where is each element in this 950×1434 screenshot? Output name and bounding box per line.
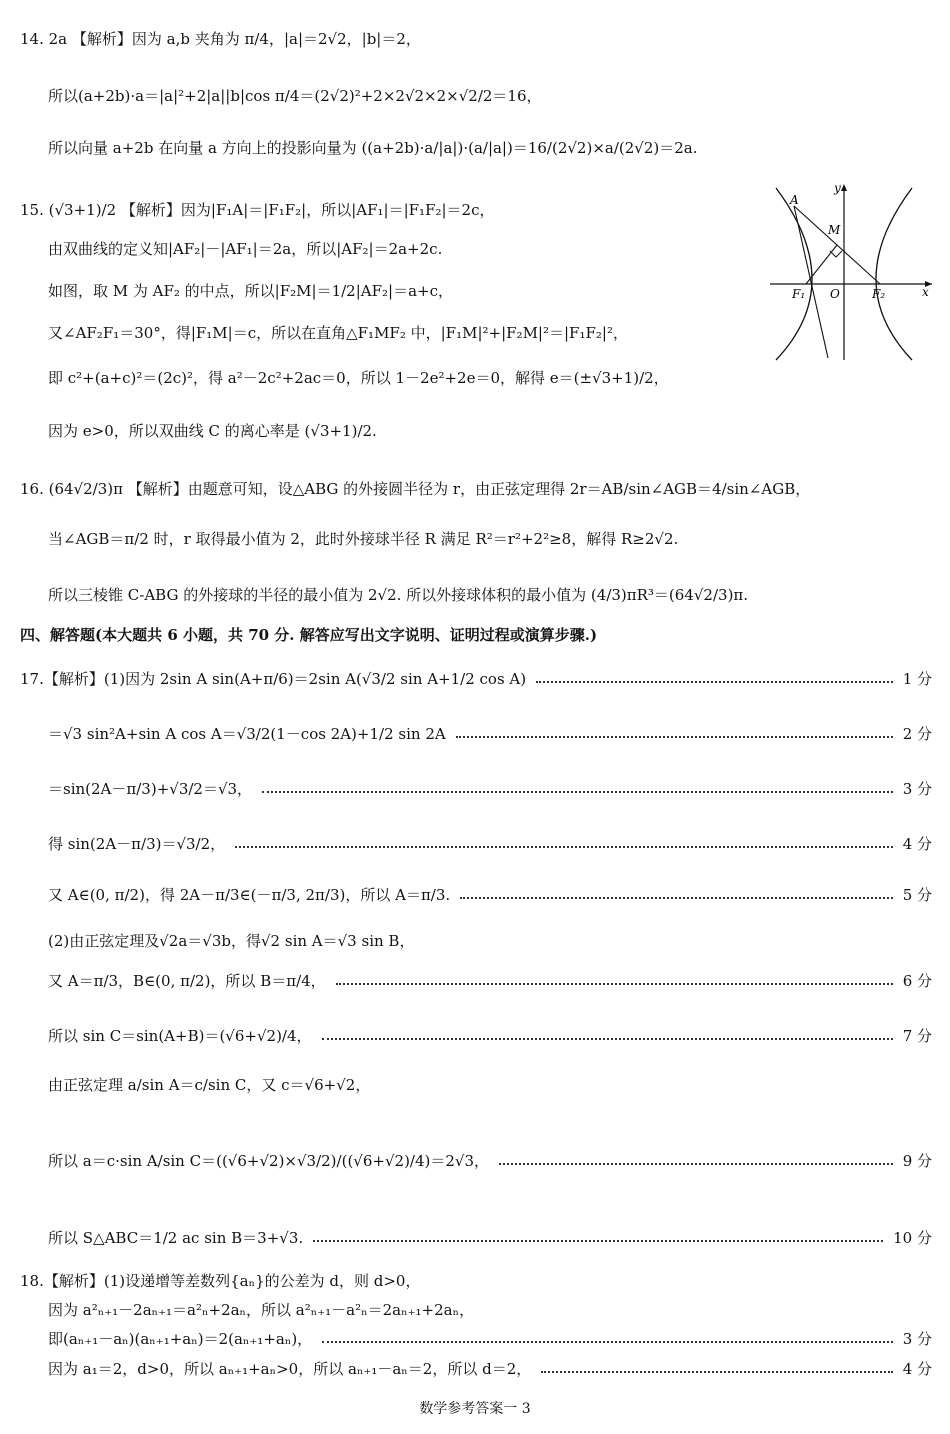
p18-line: 18.【解析】(1)设递增等差数列{aₙ}的公差为 d，则 d>0， [20,1272,421,1290]
p17-line: 又 A＝π/3，B∈(0, π/2)，所以 B＝π/4， [48,972,326,990]
p17-line: (2)由正弦定理及√2a＝√3b，得√2 sin A＝√3 sin B， [48,932,415,950]
p15-line3: 如图，取 M 为 AF₂ 的中点，所以|F₂M|＝1/2|AF₂|＝a+c， [48,282,453,300]
p14-line2: 所以(a+2b)·a＝|a|²+2|a||b|cos π/4＝(2√2)²+2×2√2×2×√2/2＝16， [48,87,542,105]
fig-label-m: M [828,223,841,237]
p17-line: 17.【解析】(1)因为 2sin A sin(A+π/6)＝2sin A(√3/2 sin A+1/2 cos A) [20,670,527,688]
dot-leader [262,791,893,793]
fig-label-f2: F₂ [872,287,886,301]
p18-line: 因为 a₁＝2，d>0，所以 aₙ₊₁+aₙ>0，所以 aₙ₊₁－aₙ＝2，所以 d＝2， [48,1360,532,1378]
fig-label-f1: F₁ [792,287,806,301]
p17-line: 所以 a＝c·sin A/sin C＝((√6+√2)×√3/2)/((√6+√2)/4)＝2√3， [48,1152,490,1170]
fig-label-x: x [922,285,929,299]
score-mark: 4 分 [902,1360,932,1378]
dot-leader [541,1371,892,1373]
page-footer: 数学参考答案一 3 [419,1401,531,1417]
p15-line6: 因为 e>0，所以双曲线 C 的离心率是 (√3+1)/2. [48,422,377,440]
score-mark: 3 分 [902,780,932,798]
score-mark: 5 分 [902,886,932,904]
p16-line3: 所以三棱锥 C-ABG 的外接球的半径的最小值为 2√2. 所以外接球体积的最小值为 (4/3)πR³＝(64√2/3)π. [48,586,749,604]
p16-line1: 16. (64√2/3)π 【解析】由题意可知，设△ABG 的外接圆半径为 r，由正弦定理得 2r＝AB/sin∠AGB＝4/sin∠AGB， [20,480,811,498]
score-mark: 7 分 [902,1027,932,1045]
dot-leader [499,1163,893,1165]
dot-leader [460,897,893,899]
p18-line: 即(aₙ₊₁－aₙ)(aₙ₊₁+aₙ)＝2(aₙ₊₁+aₙ)， [48,1330,313,1348]
p17-line: 所以 S△ABC＝1/2 ac sin B＝3+√3. [48,1229,304,1247]
dot-leader [336,983,893,985]
hyperbola-figure [764,178,936,368]
fig-label-o: O [830,287,840,301]
fig-label-a: A [790,193,799,207]
p14-line3: 所以向量 a+2b 在向量 a 方向上的投影向量为 ((a+2b)·a/|a|)·(a/|a|)＝16/(2√2)×a/(2√2)＝2a. [48,139,698,157]
p17-line: ＝√3 sin²A+sin A cos A＝√3/2(1－cos 2A)+1/2 sin 2A [48,725,446,743]
score-mark: 10 分 [893,1229,932,1247]
p15-line5: 即 c²+(a+c)²＝(2c)²，得 a²－2c²+2ac＝0，所以 1－2e²+2e＝0，解得 e＝(±√3+1)/2， [48,369,669,387]
p16-line2: 当∠AGB＝π/2 时，r 取得最小值为 2，此时外接球半径 R 满足 R²＝r²+2²≥8，解得 R≥2√2. [48,530,679,548]
section-heading: 四、解答题(本大题共 6 小题，共 70 分. 解答应写出文字说明、证明过程或演算步骤.) [20,626,598,644]
score-mark: 6 分 [902,972,932,990]
dot-leader [322,1038,893,1040]
score-mark: 1 分 [902,670,932,688]
p15-line1: 15. (√3+1)/2 【解析】因为|F₁A|＝|F₁F₂|，所以|AF₁|＝|F₁F₂|＝2c， [20,201,495,219]
dot-leader [536,681,893,683]
p18-line: 因为 a²ₙ₊₁－2aₙ₊₁＝a²ₙ+2aₙ，所以 a²ₙ₊₁－a²ₙ＝2aₙ₊₁+2aₙ， [48,1301,475,1319]
fig-label-y: y [834,181,841,195]
score-mark: 3 分 [902,1330,932,1348]
p17-line: 所以 sin C＝sin(A+B)＝(√6+√2)/4， [48,1027,312,1045]
p17-line: ＝sin(2A－π/3)+√3/2＝√3， [48,780,253,798]
p14-line1: 14. 2a 【解析】因为 a,b 夹角为 π/4，|a|＝2√2，|b|＝2， [20,30,421,48]
dot-leader [322,1341,893,1343]
dot-leader [313,1240,883,1242]
p17-line: 得 sin(2A－π/3)＝√3/2， [48,835,226,853]
score-mark: 2 分 [902,725,932,743]
p15-line4: 又∠AF₂F₁＝30°，得|F₁M|＝c，所以在直角△F₁MF₂ 中，|F₁M|²+|F₂M|²＝|F₁F₂|²， [48,324,628,342]
dot-leader [456,736,893,738]
score-mark: 4 分 [902,835,932,853]
p15-line2: 由双曲线的定义知|AF₂|－|AF₁|＝2a，所以|AF₂|＝2a+2c. [48,240,443,258]
dot-leader [235,846,893,848]
score-mark: 9 分 [902,1152,932,1170]
p17-line: 又 A∈(0, π/2)，得 2A－π/3∈(－π/3, 2π/3)，所以 A＝π/3. [48,886,451,904]
p17-line: 由正弦定理 a/sin A＝c/sin C，又 c＝√6+√2， [48,1076,371,1094]
